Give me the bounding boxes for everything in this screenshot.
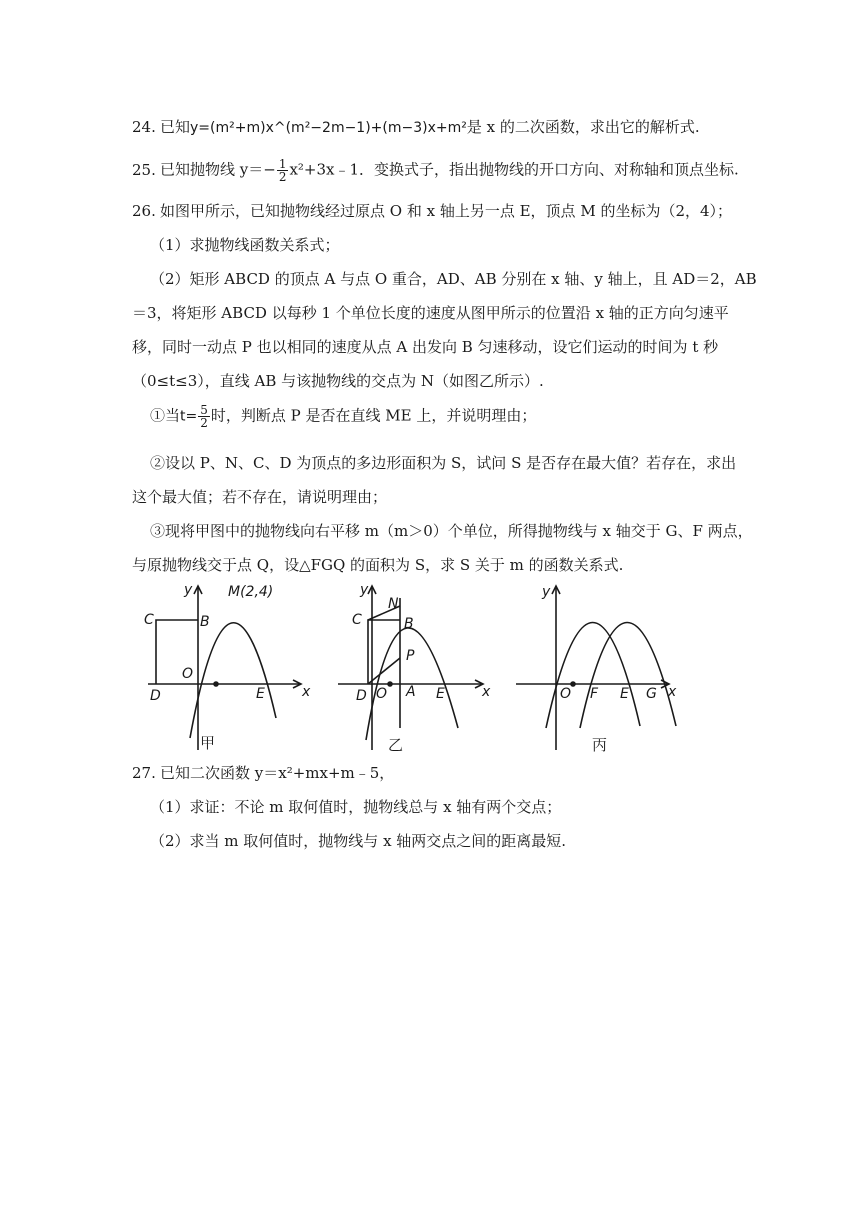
question-number: 27. xyxy=(132,764,156,782)
question-number: 25. xyxy=(132,160,156,179)
question-text: 已知二次函数 y＝x²+mx+m﹣5， xyxy=(160,764,395,782)
label-y: y xyxy=(184,582,193,598)
subpart-2-cont: 这个最大值；若不存在，请说明理由； xyxy=(132,488,388,506)
figure-jia xyxy=(148,586,301,750)
question-text: 已知 xyxy=(160,118,191,136)
parabola-shifted xyxy=(580,622,676,728)
label-e: E xyxy=(256,686,265,702)
part-2: （2）求当 m 取何值时，抛物线与 x 轴两交点之间的距离最短. xyxy=(150,832,567,850)
subpart-1: ①当t= $\frac{5}{2}$ 时，判断点 P 是否在直线 ME 上，并说明理由； xyxy=(150,403,537,430)
subpart-3-cont: 与原抛物线交于点 Q，设△FGQ 的面积为 S，求 S 关于 m 的函数关系式. xyxy=(132,556,624,574)
part-2-cont: 移，同时一动点 P 也以相同的速度从点 A 出发向 B 匀速移动，设它们运动的时间为 t 秒 xyxy=(132,338,719,356)
question-26 xyxy=(132,200,732,222)
label-m: M(2,4) xyxy=(228,584,274,600)
label-a: A xyxy=(406,684,416,700)
part-1: （1）求抛物线函数关系式； xyxy=(150,236,340,254)
formula: y=(m²+m)x^(m²−2m−1)+(m−3)x+m² xyxy=(190,120,467,136)
fraction: $\frac{1}{2}$ xyxy=(278,157,287,184)
label-b: B xyxy=(404,616,414,632)
subpart-3: ③现将甲图中的抛物线向右平移 m（m＞0）个单位，所得抛物线与 x 轴交于 G、F 两点， xyxy=(150,522,753,540)
fraction: $\frac{5}{2}$ xyxy=(200,403,208,430)
label-c: C xyxy=(352,612,362,628)
label-b: B xyxy=(200,614,210,630)
label-e: E xyxy=(436,686,445,702)
label-o: O xyxy=(182,666,194,682)
question-number: 24. xyxy=(132,118,156,136)
question-25 xyxy=(132,158,739,183)
parabola xyxy=(190,623,276,738)
caption-bing: 丙 xyxy=(592,736,608,754)
question-text: 是 x 的二次函数，求出它的解析式. xyxy=(466,118,700,136)
label-e: E xyxy=(620,686,629,702)
question-27 xyxy=(132,762,394,784)
question-number: 26. xyxy=(132,202,156,220)
label-y: y xyxy=(360,582,369,598)
label-x: x xyxy=(482,684,491,700)
question-text: 已知抛物线 y＝− xyxy=(160,160,276,179)
point-dot xyxy=(571,682,575,686)
label-o: O xyxy=(560,686,572,702)
question-text: 如图甲所示，已知抛物线经过原点 O 和 x 轴上另一点 E，顶点 M 的坐标为（2，4）； xyxy=(160,202,733,220)
label-d: D xyxy=(150,688,161,704)
question-24 xyxy=(132,116,700,139)
label-o: O xyxy=(376,686,388,702)
caption-yi: 乙 xyxy=(388,736,404,754)
part-2: （2）矩形 ABCD 的顶点 A 与点 O 重合，AD、AB 分别在 x 轴、y 轴上，且 AD＝2，AB xyxy=(150,270,757,288)
part-1: （1）求证：不论 m 取何值时，抛物线总与 x 轴有两个交点； xyxy=(150,798,562,816)
part-2-cont: （0≤t≤3），直线 AB 与该抛物线的交点为 N（如图乙所示）. xyxy=(132,372,544,390)
label-x: x xyxy=(302,684,311,700)
label-n: N xyxy=(388,596,399,612)
figure-yi xyxy=(338,586,483,750)
label-d: D xyxy=(356,688,367,704)
label-p: P xyxy=(406,648,415,664)
figures xyxy=(140,578,700,758)
subpart-2: ②设以 P、N、C、D 为顶点的多边形面积为 S，试问 S 是否存在最大值？若存在，求出 xyxy=(150,454,737,472)
question-text: x²+3x﹣1．变换式子，指出抛物线的开口方向、对称轴和顶点坐标. xyxy=(289,160,739,179)
caption-jia: 甲 xyxy=(200,734,216,752)
label-x: x xyxy=(668,684,677,700)
point-dot xyxy=(388,682,392,686)
label-f: F xyxy=(590,686,599,702)
point-dot xyxy=(214,682,218,686)
label-y: y xyxy=(542,584,551,600)
label-c: C xyxy=(144,612,154,628)
part-2-cont: ＝3，将矩形 ABCD 以每秒 1 个单位长度的速度从图甲所示的位置沿 x 轴的正方向匀速平 xyxy=(132,304,729,322)
label-g: G xyxy=(646,686,657,702)
figure-bing xyxy=(516,586,676,750)
